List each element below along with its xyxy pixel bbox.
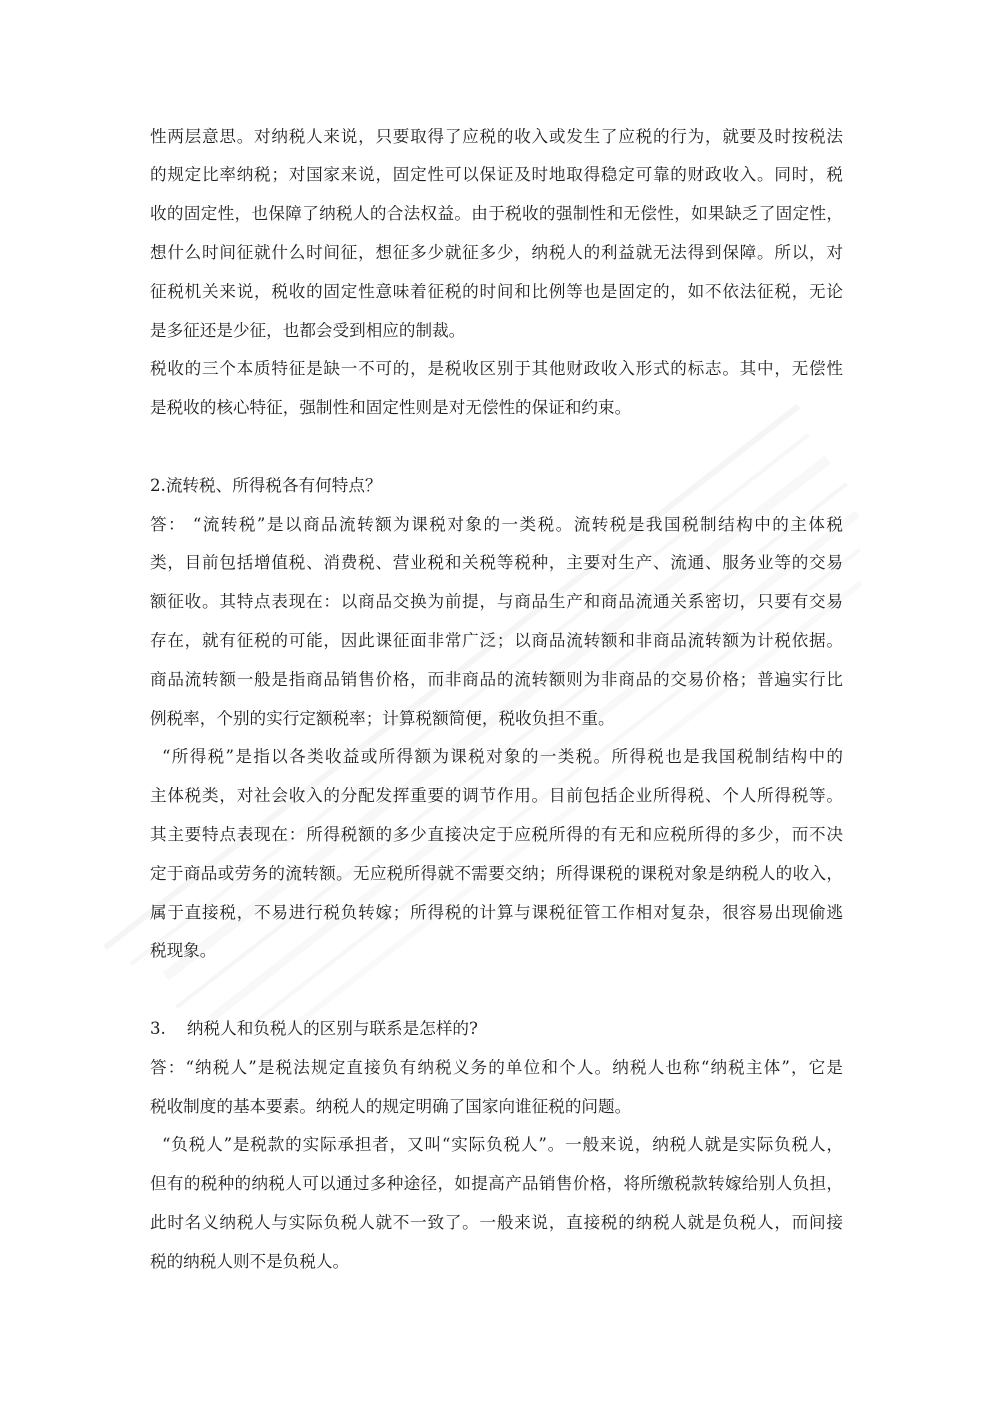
answer-taxpayer	[150, 1049, 843, 1127]
text-line: 的规定比率纳税；对国家来说，固定性可以保证及时地取得稳定可靠的财政收入。同时，税	[150, 165, 843, 185]
text-line: 存在，就有征税的可能，因此课征面非常广泛；以商品流转额和非商品流转额为计税依据。	[150, 630, 843, 650]
text-line: “负税人”是税款的实际承担者，又叫“实际负税人”。一般来说，纳税人就是实际负税人，	[162, 1135, 843, 1155]
text-line: 商品流转额一般是指商品销售价格，而非商品的流转额则为非商品的交易价格；普遍实行比	[150, 669, 843, 689]
text-line: 属于直接税，不易进行税负转嫁；所得税的计算与课税征管工作相对复杂，很容易出现偷逃	[150, 902, 843, 922]
document-body	[150, 118, 843, 1282]
text-line: 收的固定性，也保障了纳税人的合法权益。由于税收的强制性和无偿性，如果缺乏了固定性，	[150, 204, 843, 224]
text-line: 是多征还是少征，也都会受到相应的制裁。	[150, 320, 466, 340]
text-line: “所得税”是指以各类收益或所得额为课税对象的一类税。所得税也是我国税制结构中的	[162, 747, 843, 767]
text-line: 此时名义纳税人与实际负税人就不一致了。一般来说，直接税的纳税人就是负税人，而间接	[150, 1212, 843, 1232]
text-line: 税收的三个本质特征是缺一不可的，是税收区别于其他财政收入形式的标志。其中，无偿性	[150, 359, 843, 379]
answer-tax-bearer	[150, 1126, 843, 1281]
text-line: 其主要特点表现在：所得税额的多少直接决定于应税所得的有无和应税所得的多少，而不决	[150, 824, 843, 844]
text-line: 税收制度的基本要素。纳税人的规定明确了国家向谁征税的问题。	[150, 1096, 632, 1116]
text-line: 答：“纳税人”是税法规定直接负有纳税义务的单位和个人。纳税人也称“纳税主体”，它是	[150, 1057, 843, 1077]
blank-line	[150, 971, 843, 1010]
text-line: 定于商品或劳务的流转额。无应税所得就不需要交纳；所得课税的课税对象是纳税人的收入，	[150, 863, 843, 883]
question-heading: 3. 纳税人和负税人的区别与联系是怎样的?	[150, 1018, 478, 1038]
text-line: 想什么时间征就什么时间征，想征多少就征多少，纳税人的利益就无法得到保障。所以，对	[150, 242, 843, 262]
text-line: 类，目前包括增值税、消费税、营业税和关税等税种，主要对生产、流通、服务业等的交易	[150, 553, 843, 573]
blank-line	[150, 428, 843, 467]
paragraph-continuation	[150, 118, 843, 351]
question-3	[150, 1010, 843, 1282]
question-heading: 2.流转税、所得税各有何特点？	[150, 475, 382, 495]
answer-turnover-tax	[150, 506, 843, 739]
text-line: 性两层意思。对纳税人来说，只要取得了应税的收入或发生了应税的行为，就要及时按税法	[150, 126, 843, 146]
text-line: 但有的税种的纳税人可以通过多种途径，如提高产品销售价格，将所缴税款转嫁给别人负担，	[150, 1174, 843, 1194]
paragraph-summary	[150, 350, 843, 428]
text-line: 答： “流转税”是以商品流转额为课税对象的一类税。流转税是我国税制结构中的主体税	[150, 514, 843, 534]
text-line: 主体税类，对社会收入的分配发挥重要的调节作用。目前包括企业所得税、个人所得税等。	[150, 786, 843, 806]
text-line: 税的纳税人则不是负税人。	[150, 1251, 350, 1271]
text-line: 额征收。其特点表现在：以商品交换为前提，与商品生产和商品流通关系密切，只要有交易	[150, 592, 843, 612]
text-line: 例税率，个别的实行定额税率；计算税额简便，税收负担不重。	[150, 708, 615, 728]
answer-income-tax	[150, 738, 843, 971]
question-2	[150, 467, 843, 971]
text-line: 是税收的核心特征，强制性和固定性则是对无偿性的保证和约束。	[150, 398, 632, 418]
text-line: 税现象。	[150, 941, 217, 961]
text-line: 征税机关来说，税收的固定性意味着征税的时间和比例等也是固定的，如不依法征税，无论	[150, 281, 843, 301]
